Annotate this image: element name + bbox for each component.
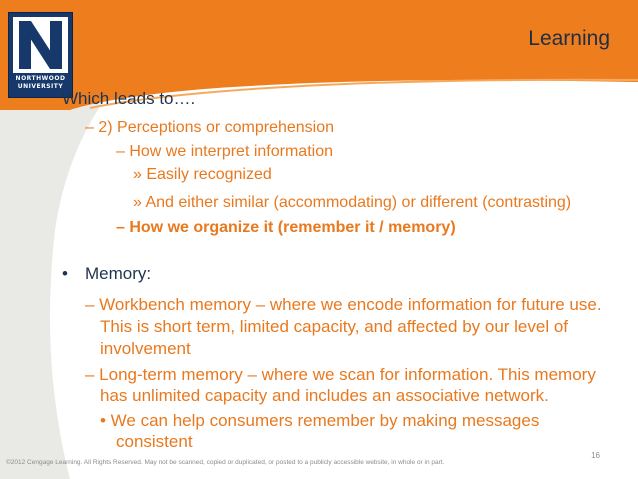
copyright-footer: ©2012 Cengage Learning. All Rights Reserved. May not be scanned, copied or duplicated, or posted to a publicly accessible website, in whole or in part. <box>6 459 445 466</box>
slide-title: Learning <box>528 27 610 50</box>
longterm-line-1: – Long-term memory – where we scan for information. This memory <box>85 365 596 384</box>
workbench-line-3: involvement <box>100 339 191 358</box>
logo-n-icon <box>13 17 68 73</box>
workbench-line-1: – Workbench memory – where we encode information for future use. <box>85 295 602 314</box>
university-logo <box>8 12 73 98</box>
consumers-line-2: consistent <box>116 432 193 451</box>
longterm-line-2: has unlimited capacity and includes an associative network. <box>100 386 549 405</box>
logo-text-line2: UNIVERSITY <box>17 83 64 90</box>
sub-easily-recognized: » Easily recognized <box>133 166 272 183</box>
memory-bullet: • <box>62 264 68 283</box>
workbench-line-2: This is short term, limited capacity, and affected by our level of <box>100 317 569 336</box>
lead-text: Which leads to…. <box>62 89 196 108</box>
sub-how-we-interpret: – How we interpret information <box>116 143 333 160</box>
sub-similar-or-different: » And either similar (accommodating) or different (contrasting) <box>133 194 572 211</box>
memory-heading: Memory: <box>85 264 152 283</box>
item-perceptions: – 2) Perceptions or comprehension <box>85 119 335 136</box>
consumers-line-1: • We can help consumers remember by making messages <box>100 411 540 430</box>
sub-how-we-organize: – How we organize it (remember it / memory) <box>116 219 456 236</box>
logo-n-mark <box>13 17 68 73</box>
logo-text-line1: NORTHWOOD <box>15 75 66 82</box>
page-number: 16 <box>591 451 600 460</box>
